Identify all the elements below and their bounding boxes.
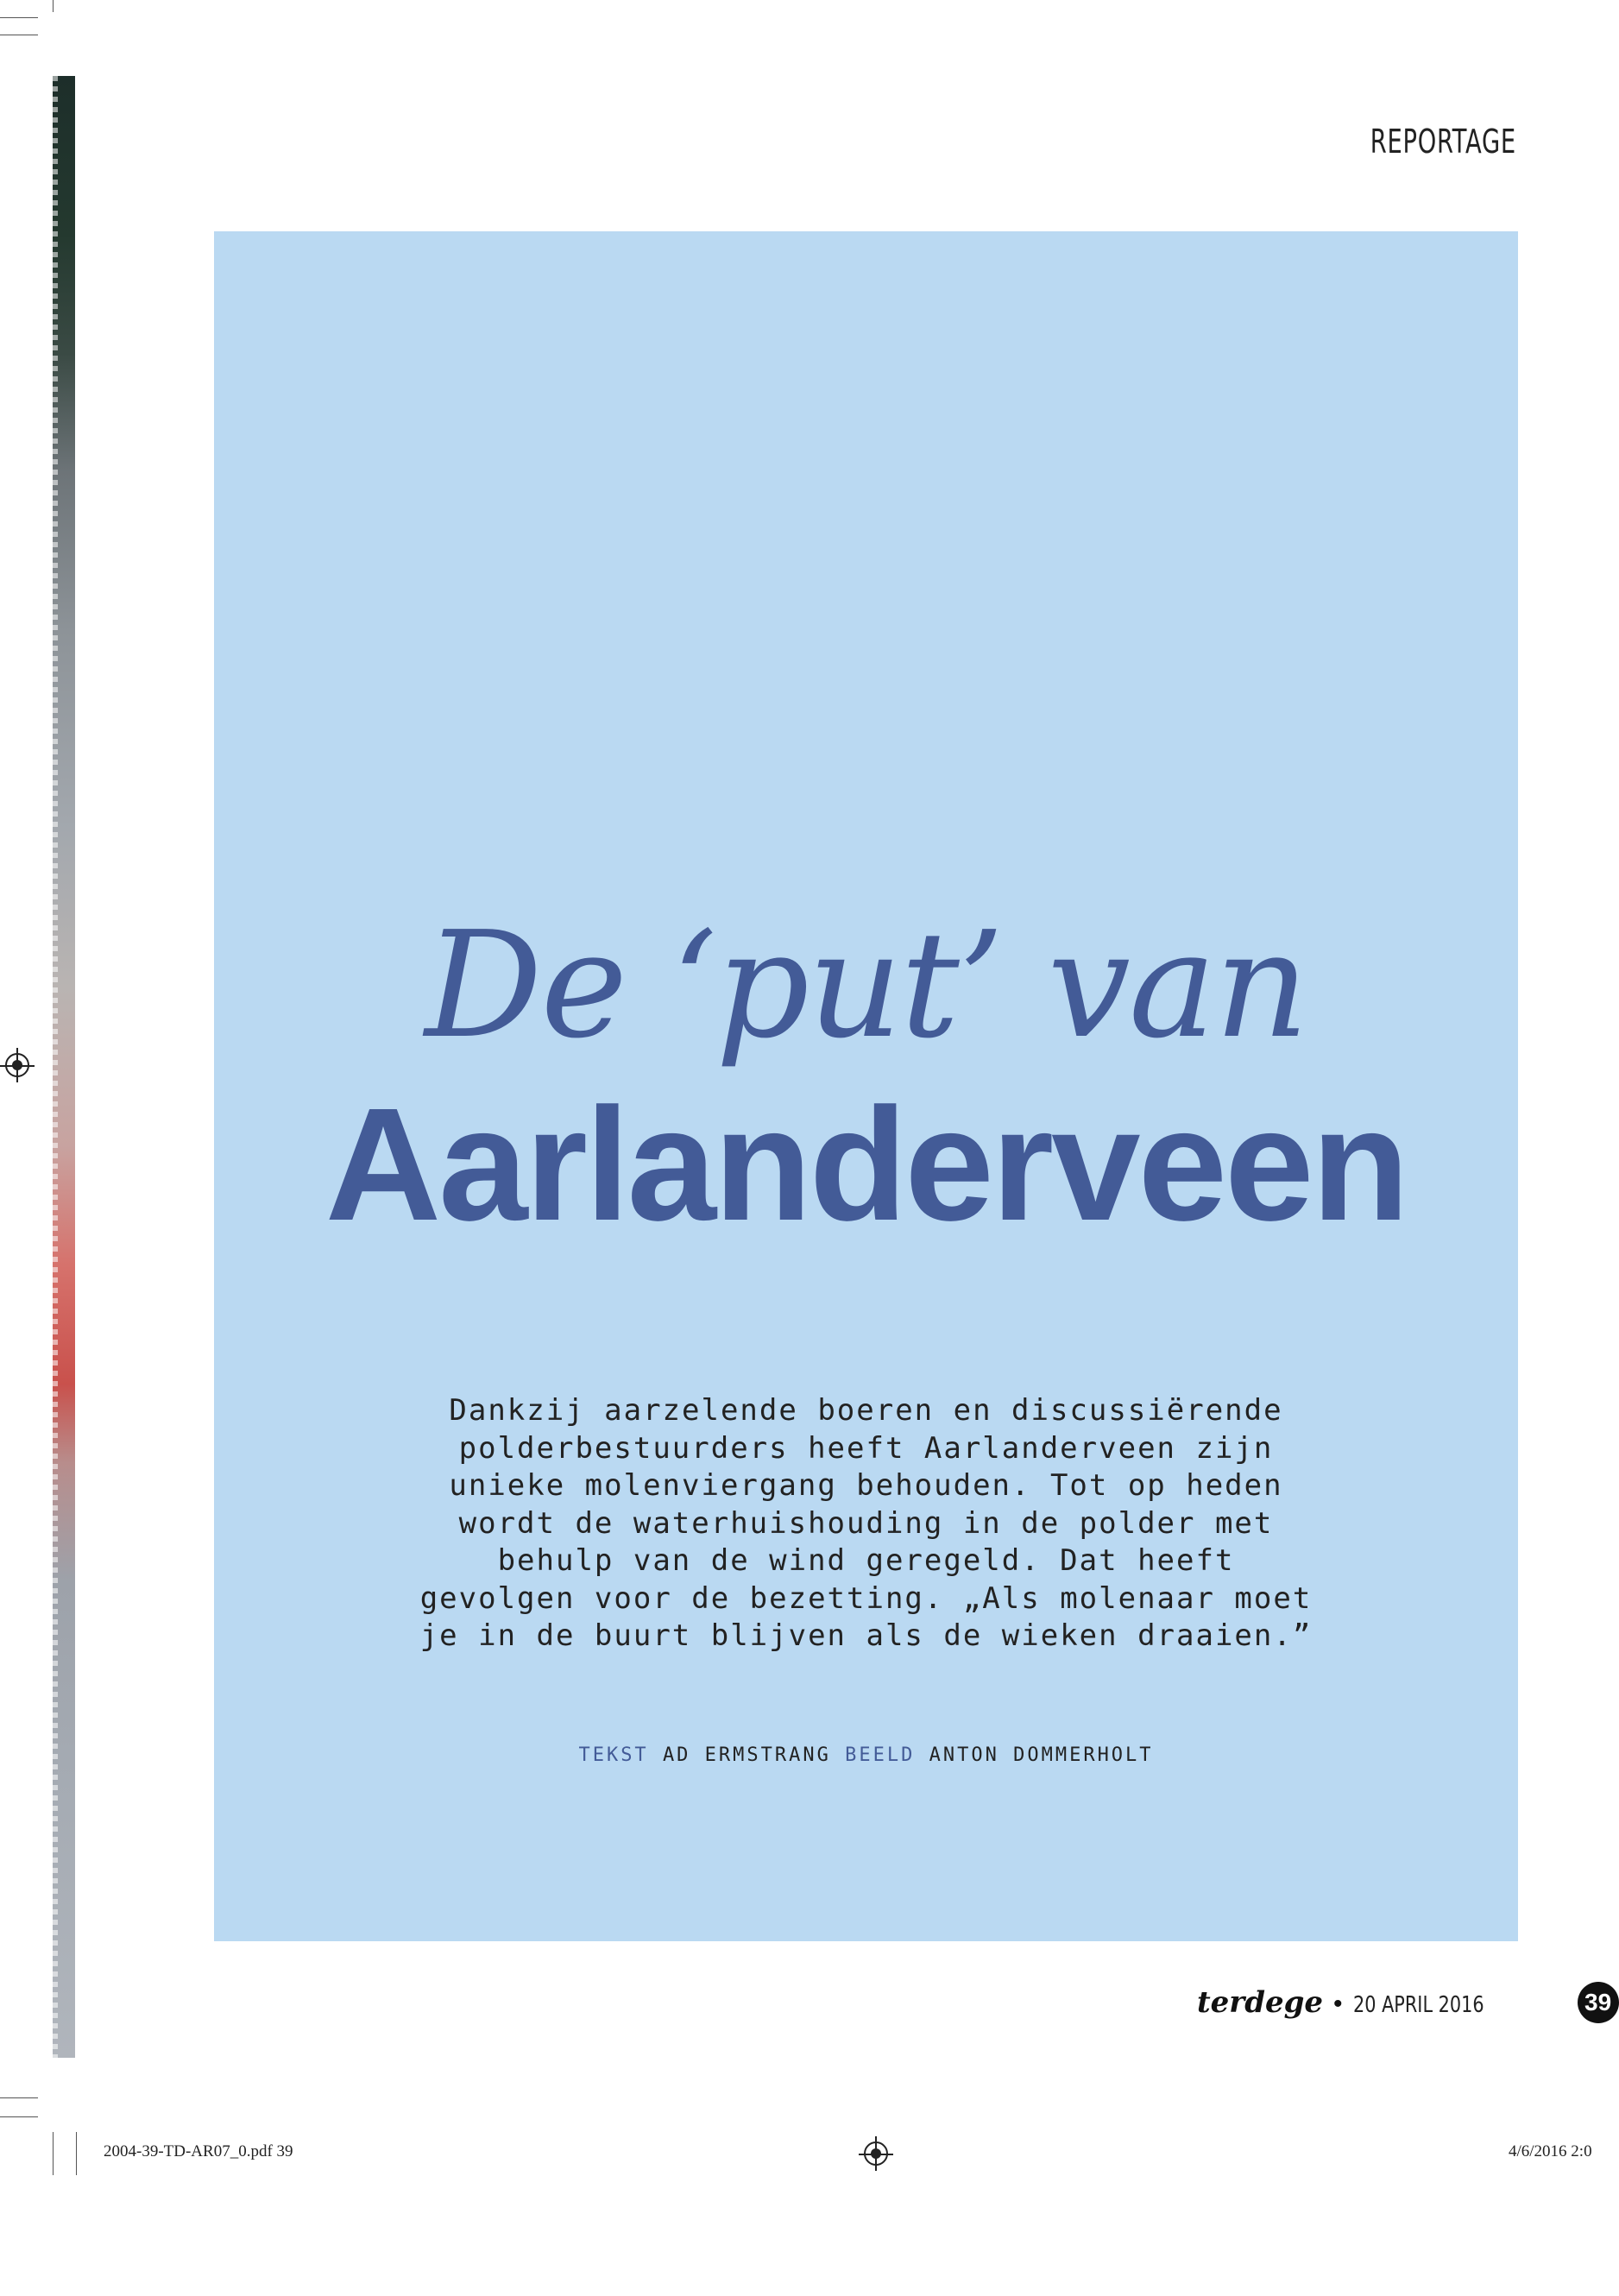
crop-mark — [0, 17, 38, 18]
photo-strip-edge — [53, 76, 58, 2058]
footer-separator: • — [1333, 1990, 1343, 2018]
byline-image-label: BEELD — [845, 1744, 916, 1766]
intro-paragraph: Dankzij aarzelende boeren en discussiërende polderbestuurders heeft Aarlanderveen zijn unieke molenviergang behouden. Tot op heden wordt de waterhuishouding in de polder met behulp van de wind geregeld. Dat heeft gevolgen voor de bezetting. „Als molenaar moet je in de buurt blijven als de wieken draaien.” — [419, 1393, 1313, 1653]
crop-mark — [0, 2097, 38, 2098]
page-footer — [1197, 1985, 1516, 2020]
magazine-logo: terdege — [1196, 1985, 1324, 2020]
crop-mark — [53, 2132, 54, 2175]
byline — [214, 1744, 1518, 1766]
issue-date: 20 APRIL 2016 — [1352, 1992, 1484, 2018]
crop-mark — [53, 0, 54, 12]
registration-mark-bottom-line — [875, 2136, 877, 2171]
byline-image-author: ANTON DOMMERHOLT — [929, 1744, 1154, 1766]
section-label: REPORTAGE — [1370, 123, 1516, 161]
crop-mark — [0, 2116, 38, 2117]
byline-text-author: AD ERMSTRANG — [662, 1744, 831, 1766]
crop-mark — [76, 2132, 77, 2175]
printer-slug-file: 2004-39-TD-AR07_0.pdf 39 — [104, 2142, 293, 2160]
headline-line-1: De ‘put’ van — [425, 900, 1307, 1071]
page-number-badge: 39 — [1578, 1982, 1619, 2023]
byline-text-label: TEKST — [578, 1744, 649, 1766]
headline-line-2: Aarlanderveen — [324, 1075, 1408, 1254]
title-panel — [214, 231, 1518, 1941]
printer-slug-datetime: 4/6/2016 2:0 — [1509, 2142, 1592, 2160]
registration-mark-left-line — [16, 1048, 18, 1082]
